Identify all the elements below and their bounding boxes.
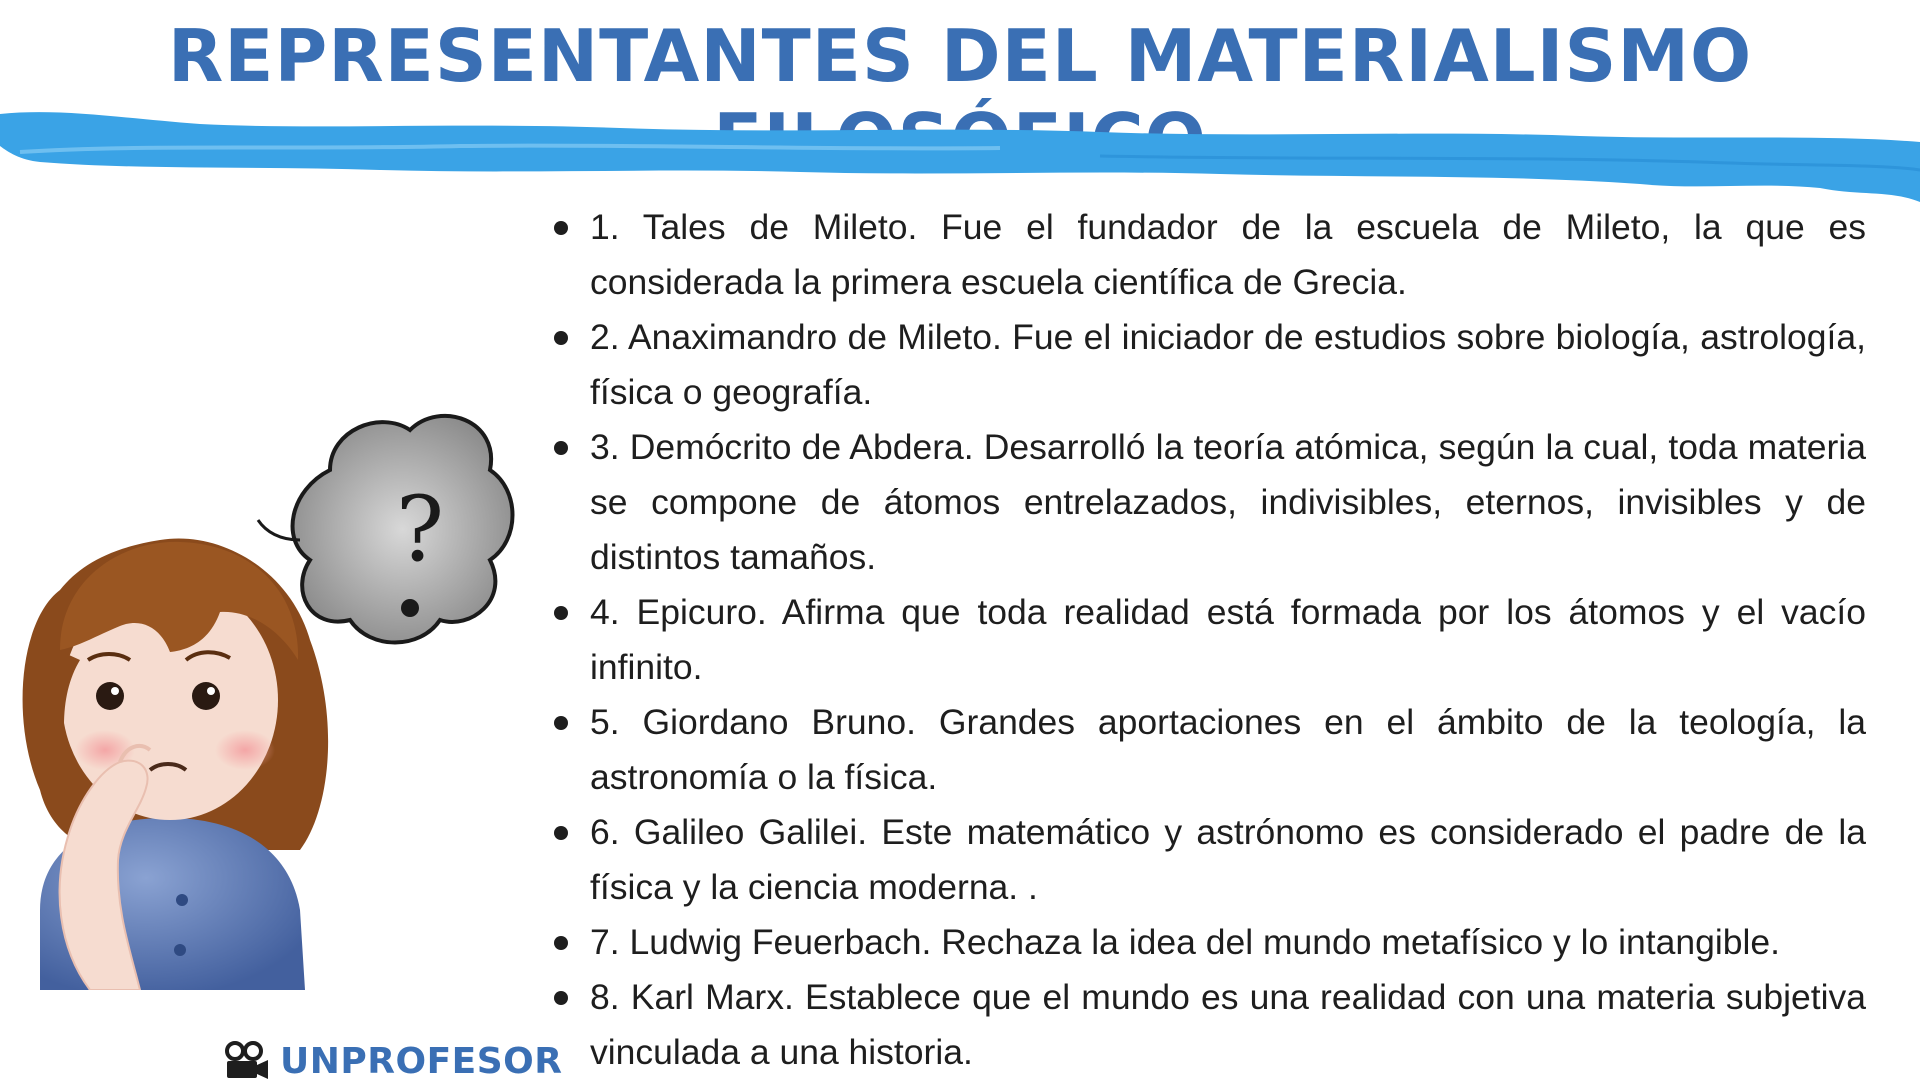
unprofesor-logo[interactable] [224, 1038, 563, 1084]
item-text: 6. Galileo Galilei. Este matemático y astrónomo es considerado el padre de la física y la ciencia moderna. . [590, 812, 1866, 907]
logo-text: UNPROFESOR [280, 1040, 563, 1082]
item-text: 4. Epicuro. Afirma que toda realidad está formada por los átomos y el vacío infinito. [590, 592, 1866, 687]
question-mark-icon: ? [395, 477, 445, 582]
girl-figure [23, 538, 329, 990]
bullet-icon [554, 221, 568, 235]
list-item [548, 200, 1866, 310]
item-text: 8. Karl Marx. Establece que el mundo es una realidad con una materia subjetiva vinculada a una historia. [590, 977, 1866, 1072]
item-text: 7. Ludwig Feuerbach. Rechaza la idea del mundo metafísico y lo intangible. [590, 922, 1780, 962]
bullet-icon [554, 936, 568, 950]
thinking-girl-illustration [0, 390, 540, 990]
bullet-icon [554, 716, 568, 730]
list-item [548, 310, 1866, 420]
bullet-icon [554, 826, 568, 840]
item-text: 5. Giordano Bruno. Grandes aportaciones en el ámbito de la teología, la astronomía o la física. [590, 702, 1866, 797]
representatives-list [548, 200, 1866, 1080]
camera-icon [224, 1041, 270, 1081]
bullet-icon [554, 606, 568, 620]
list-item [548, 585, 1866, 695]
brush-stroke-divider [0, 104, 1920, 204]
list-item [548, 805, 1866, 915]
item-text: 2. Anaximandro de Mileto. Fue el iniciador de estudios sobre biología, astrología, física o geografía. [590, 317, 1866, 412]
page-title: REPRESENTANTES DEL MATERIALISMO [167, 14, 1753, 98]
item-text: 3. Demócrito de Abdera. Desarrolló la teoría atómica, según la cual, toda materia se compone de átomos entrelazados, indivisibles, eternos, invisibles y de distintos tamaños. [590, 427, 1866, 577]
item-text: 1. Tales de Mileto. Fue el fundador de la escuela de Mileto, la que es considerada la primera escuela científica de Grecia. [590, 207, 1866, 302]
bullet-icon [554, 441, 568, 455]
list-item [548, 695, 1866, 805]
bullet-icon [554, 331, 568, 345]
list-item [548, 970, 1866, 1080]
list-item [548, 915, 1866, 970]
list-item [548, 420, 1866, 585]
bullet-icon [554, 991, 568, 1005]
